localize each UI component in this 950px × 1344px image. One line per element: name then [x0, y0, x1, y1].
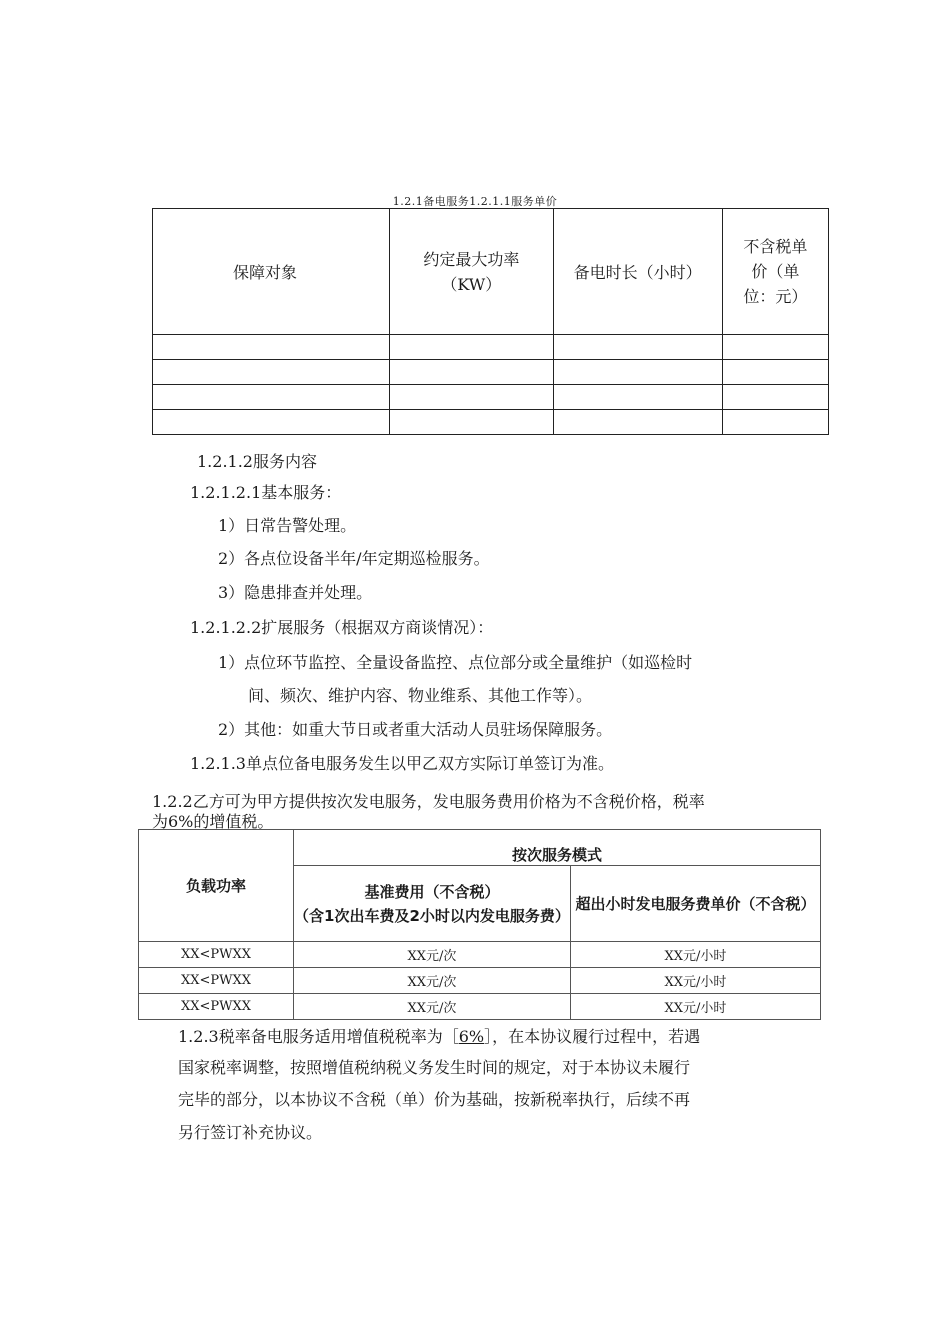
list-item: 3）隐患排查并处理。 — [218, 583, 373, 602]
header-unit-price: 不含税单价（单位：元） — [722, 209, 828, 335]
list-item: 1）日常告警处理。 — [218, 516, 357, 535]
tax-clause-line-2: 国家税率调整，按照增值税纳税义务发生时间的规定，对于本协议未履行 — [178, 1058, 691, 1077]
header-backup-duration: 备电时长（小时） — [553, 209, 722, 335]
service-price-table — [152, 208, 829, 435]
on-demand-price-table — [138, 829, 821, 1020]
header-extra-hour-fee: 超出小时发电服务费单价（不含税） — [571, 866, 821, 942]
header-service-mode: 按次服务模式 — [294, 830, 821, 866]
tax-clause-line-3: 完毕的部分，以本协议不含税（单）价为基础，按新税率执行，后续不再 — [178, 1090, 691, 1109]
section-on-demand-tax: 为6%的增值税。 — [152, 812, 274, 831]
list-item: 2）各点位设备半年/年定期巡检服务。 — [218, 549, 490, 568]
section-extended-service: 1.2.1.2.2扩展服务（根据双方商谈情况）： — [190, 618, 494, 637]
header-protected-object: 保障对象 — [153, 209, 390, 335]
table-row — [153, 410, 829, 435]
table-row: XX<PWXX XX元/次 XX元/小时 — [139, 994, 821, 1020]
list-item: 1）点位环节监控、全量设备监控、点位部分或全量维护（如巡检时 — [218, 653, 693, 672]
section-service-content: 1.2.1.2服务内容 — [197, 452, 317, 471]
table-row: XX<PWXX XX元/次 XX元/小时 — [139, 942, 821, 968]
header-max-power: 约定最大功率（KW） — [390, 209, 553, 335]
tax-rate-value: 6% — [458, 1027, 485, 1046]
tax-clause-line-4: 另行签订补充协议。 — [178, 1123, 323, 1142]
table-row — [153, 385, 829, 410]
section-order-note: 1.2.1.3单点位备电服务发生以甲乙双方实际订单签订为准。 — [190, 754, 614, 773]
table-row: XX<PWXX XX元/次 XX元/小时 — [139, 968, 821, 994]
table-row — [153, 335, 829, 360]
header-base-fee: 基准费用（不含税） （含1次出车费及2小时以内发电服务费） — [294, 866, 571, 942]
list-item: 2）其他：如重大节日或者重大活动人员驻场保障服务。 — [218, 720, 613, 739]
section-basic-service: 1.2.1.2.1基本服务： — [190, 483, 342, 502]
section-on-demand-service: 1.2.2乙方可为甲方提供按次发电服务，发电服务费用价格为不含税价格，税率 — [152, 792, 705, 811]
table-caption: 1.2.1备电服务1.2.1.1服务单价 — [392, 195, 558, 208]
tax-clause-line-1: 1.2.3税率备电服务适用增值税税率为［6%］，在本协议履行过程中，若遇 — [178, 1027, 701, 1046]
header-load-power: 负载功率 — [139, 830, 294, 942]
table-row — [153, 360, 829, 385]
list-item-continuation: 间、频次、维护内容、物业维系、其他工作等）。 — [248, 686, 593, 705]
